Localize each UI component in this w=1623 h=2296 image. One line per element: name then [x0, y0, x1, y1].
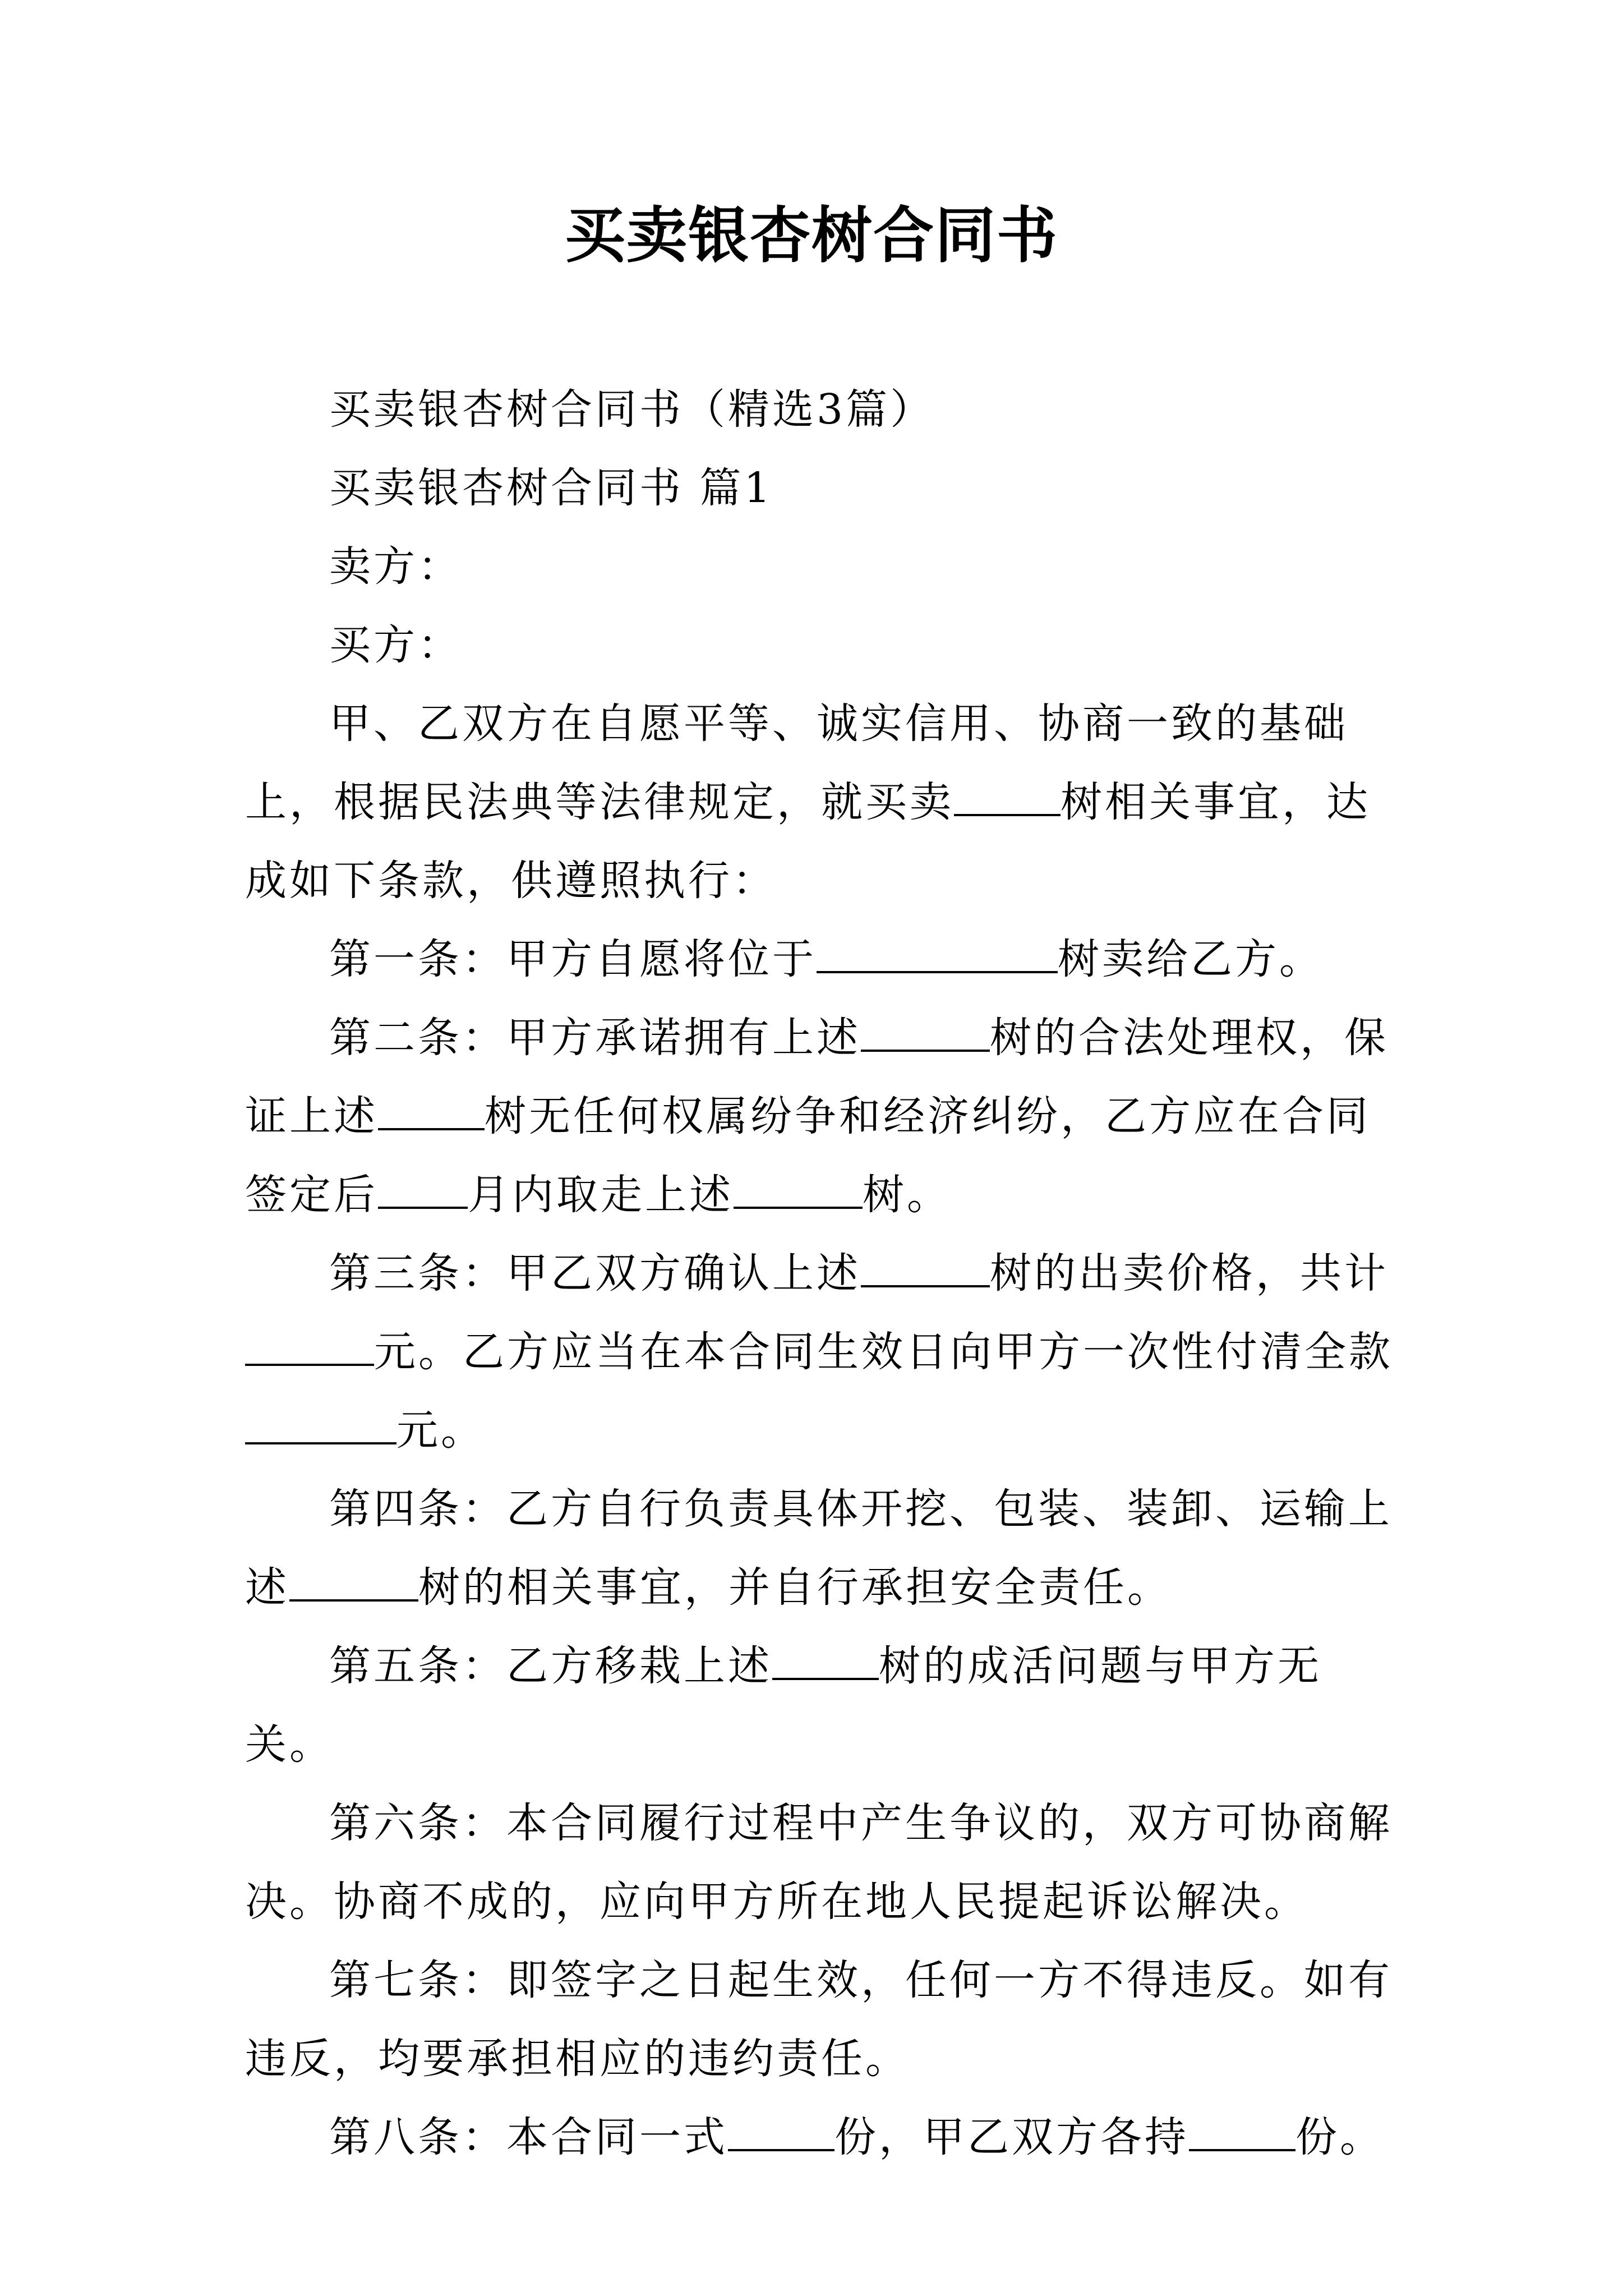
article-1-text-2: 树卖给乙方。 [1058, 935, 1324, 983]
article-8 [245, 2098, 1403, 2177]
blank-line [378, 1171, 468, 1209]
blank-line [954, 778, 1061, 816]
article-2-text-3: 树无任何权属纷争和经济纠纷，乙方应在合同签定后 [245, 1092, 1371, 1219]
article-5 [245, 1627, 1403, 1784]
article-4-text-1: 第四条：乙方自行负责具体开挖、包装、装卸、运输上述 [245, 1485, 1393, 1612]
article-8-text-3: 份。 [1295, 2113, 1384, 2161]
blank-line [728, 2113, 834, 2151]
article-8-text-2: 份，甲乙双方各持 [834, 2113, 1189, 2161]
section-heading: 买卖银杏树合同书 篇1 [329, 464, 773, 512]
blank-line [861, 1014, 990, 1052]
article-3-text-3: 元。乙方应当在本合同生效日向甲方一次性付清全款 [374, 1328, 1393, 1376]
article-3 [245, 1234, 1403, 1470]
article-3-text-4: 元。 [396, 1406, 485, 1455]
blank-line [378, 1092, 485, 1130]
article-3-text-2: 树的出卖价格，共计 [990, 1249, 1389, 1297]
blank-line [734, 1171, 863, 1209]
subtitle: 买卖银杏树合同书（精选3篇） [329, 385, 935, 434]
seller-label: 卖方： [329, 542, 462, 591]
article-2 [245, 999, 1403, 1234]
document-title: 买卖银杏树合同书 [564, 200, 1058, 271]
article-8-text-1: 第八条：本合同一式 [329, 2113, 728, 2161]
document-body [245, 370, 1403, 2177]
article-2-text-5: 树。 [863, 1171, 951, 1219]
buyer-label: 买方： [329, 621, 462, 669]
article-2-text-2: 树的合法处理权，保证上述 [245, 1014, 1389, 1140]
intro-paragraph [245, 684, 1403, 920]
blank-line [289, 1563, 418, 1602]
blank-line [861, 1249, 990, 1287]
blank-line [772, 1642, 879, 1680]
blank-line [245, 1406, 396, 1444]
article-5-text-2: 树的成活问题与甲方无关。 [245, 1642, 1322, 1769]
intro-text-1: 甲、乙双方在自愿平等、诚实信用、协商一致的基础上，根据民法典等法律规定，就买卖 [245, 700, 1348, 826]
article-6: 第六条：本合同履行过程中产生争议的，双方可协商解决。协商不成的，应向甲方所在地人民提起诉讼解决。 [245, 1799, 1393, 1926]
blank-line [817, 935, 1058, 973]
article-5-text-1: 第五条：乙方移栽上述 [329, 1642, 772, 1690]
intro-text-2: 树相关事宜，达成如下条款，供遵照执行： [245, 778, 1371, 905]
article-4 [245, 1470, 1403, 1627]
blank-line [1189, 2113, 1295, 2151]
article-2-text-4: 月内取走上述 [468, 1171, 734, 1219]
blank-line [245, 1328, 374, 1366]
article-2-text-1: 第二条：甲方承诺拥有上述 [329, 1014, 861, 1062]
article-1-text-1: 第一条：甲方自愿将位于 [329, 935, 817, 983]
article-4-text-2: 树的相关事宜，并自行承担安全责任。 [418, 1563, 1172, 1612]
article-1 [245, 920, 1403, 999]
article-3-text-1: 第三条：甲乙双方确认上述 [329, 1249, 861, 1297]
article-7: 第七条：即签字之日起生效，任何一方不得违反。如有违反，均要承担相应的违约责任。 [245, 1956, 1393, 2083]
